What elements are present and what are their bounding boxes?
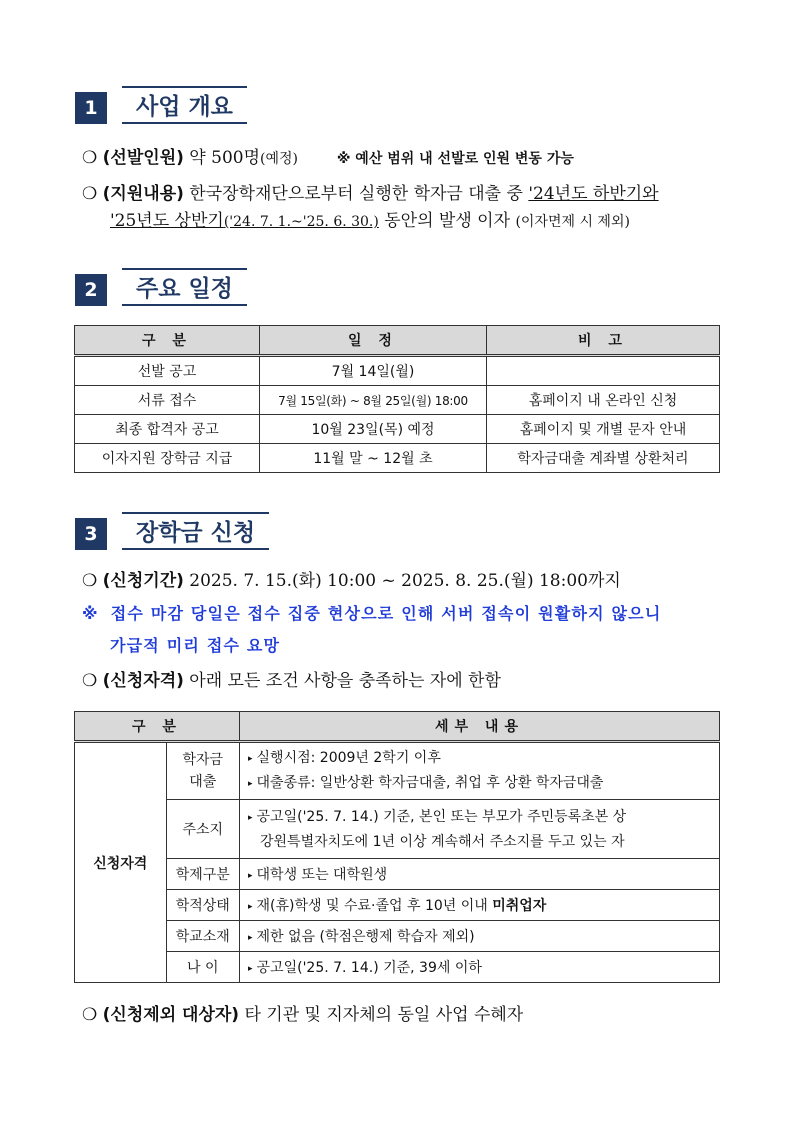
deadline-warning-2: 가급적 미리 접수 요망 [110,636,281,655]
qual-detail: ▸ 재(휴)학생 및 수료·졸업 후 10년 이내 미취업자 [240,890,720,921]
exclusion-line [82,1002,523,1028]
table-row [75,921,720,952]
qual-detail: ▸ 대학생 또는 대학원생 [240,859,720,890]
select-count-line [82,145,574,172]
bullet-icon: ❍ [82,571,98,591]
excl-label: (신청제외 대상자) [102,1005,240,1025]
qual-category: 주소지 [166,800,239,859]
triangle-icon: ▸ [248,902,253,912]
triangle-icon: ▸ [248,812,253,823]
support-period-1: '24년도 하반기와 [528,184,659,204]
table-cell: 최종 합격자 공고 [75,415,260,444]
section-number-2: 2 [75,274,107,306]
triangle-icon: ▸ [248,754,253,764]
schedule-header-date: 일 정 [260,326,487,356]
qual-header-category: 구 분 [75,712,240,742]
apply-period-line [82,568,621,594]
select-text: 약 500명(예정) [189,148,298,168]
section-title-schedule: 주요 일정 [122,274,247,306]
qual-label: (신청자격) [102,671,184,691]
bullet-icon: ❍ [82,1005,98,1025]
table-cell: 11월 말 ~ 12월 초 [260,444,487,473]
table-cell: 홈페이지 및 개별 문자 안내 [487,415,720,444]
qual-detail: ▸ 제한 없음 (학점은행제 학습자 제외) [240,921,720,952]
qual-detail: ▸ 공고일('25. 7. 14.) 기준, 39세 이하 [240,952,720,983]
section-number-3: 3 [75,518,107,550]
table-cell: 학자금대출 계좌별 상환처리 [487,444,720,473]
table-row [75,952,720,983]
table-cell: 이자지원 장학금 지급 [75,444,260,473]
bullet-icon: ❍ [82,184,98,204]
qual-header-detail: 세부 내용 [240,712,720,742]
table-cell: 7월 14일(월) [260,356,487,386]
section-title-overview: 사업 개요 [122,92,247,124]
triangle-icon: ▸ [248,933,253,943]
section-number-1: 1 [75,92,107,124]
table-row [75,444,720,473]
qualification-table [74,711,720,983]
table-cell: 홈페이지 내 온라인 신청 [487,386,720,415]
table-row [75,800,720,859]
triangle-icon: ▸ [248,964,253,974]
period-label: (신청기간) [102,571,184,591]
bullet-icon: ❍ [82,671,98,691]
support-period-2: '25년도 상반기('24. 7. 1.~'25. 6. 30.) [110,211,379,231]
table-row [75,356,720,386]
qual-detail: ▸ 공고일('25. 7. 14.) 기준, 본인 또는 부모가 주민등록초본 상 강원특별자치도에 1년 이상 계속해서 주소지를 두고 있는 자 [240,800,720,859]
table-row [75,859,720,890]
table-row [75,742,720,800]
table-row [75,415,720,444]
schedule-header-category: 구 분 [75,326,260,356]
qual-text: 아래 모든 조건 사항을 충족하는 자에 한함 [183,671,501,691]
select-label: (선발인원) [102,148,184,168]
table-row [75,890,720,921]
deadline-warning-1: ※ 접수 마감 당일은 접수 집중 현상으로 인해 서버 접속이 원활하지 않으니 [82,604,662,623]
support-line-1: ❍ (지원내용) 한국장학재단으로부터 실행한 학자금 대출 중 '24년도 하반기와 [82,184,659,204]
schedule-table [74,325,720,473]
qual-category: 학교소재 [166,921,239,952]
support-note: (이자면제 시 제외) [515,214,630,230]
table-cell [487,356,720,386]
table-cell: 10월 23일(목) 예정 [260,415,487,444]
qual-category: 학자금 대출 [166,742,239,800]
qual-category: 나 이 [166,952,239,983]
schedule-header-note: 비 고 [487,326,720,356]
section-title-apply: 장학금 신청 [122,518,269,550]
support-line-2: '25년도 상반기('24. 7. 1.~'25. 6. 30.) 동안의 발생 이자 (이자면제 시 제외) [110,211,630,231]
qual-detail: ▸ 실행시점: 2009년 2학기 이후 ▸ 대출종류: 일반상환 학자금대출, 취업 후 상환 학자금대출 [240,742,720,800]
qual-category: 학제구분 [166,859,239,890]
qualification-line [82,668,501,694]
table-cell: 선발 공고 [75,356,260,386]
select-remark: ※ 예산 범위 내 선발로 인원 변동 가능 [336,151,574,167]
period-text: 2025. 7. 15.(화) 10:00 ~ 2025. 8. 25.(월) 18:00까지 [183,571,621,591]
bullet-icon: ❍ [82,148,98,168]
excl-text: 타 기관 및 지자체의 동일 사업 수혜자 [239,1005,524,1025]
support-label: (지원내용) [102,184,184,204]
qual-category: 학적상태 [166,890,239,921]
table-row [75,386,720,415]
qual-group: 신청자격 [75,742,167,983]
table-cell: 서류 접수 [75,386,260,415]
table-cell: 7월 15일(화) ~ 8월 25일(월) 18:00 [260,386,487,415]
triangle-icon: ▸ [248,779,253,789]
triangle-icon: ▸ [248,871,253,881]
